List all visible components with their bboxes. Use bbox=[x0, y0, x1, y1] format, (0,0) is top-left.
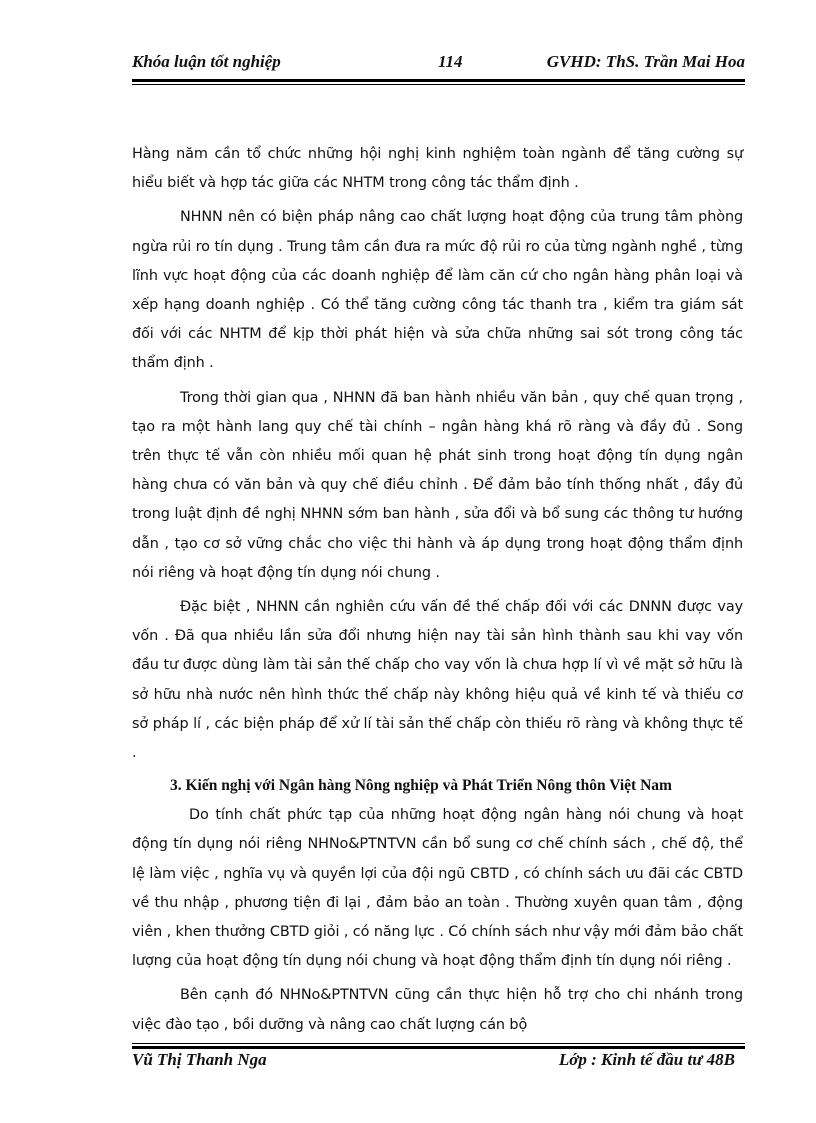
paragraph-agribank-policy: Do tính chất phức tạp của những hoạt động ngân hàng nói chung và hoạt động tín dụng nói riêng NHNo&PTNTVN cần bổ sung cơ chế chính sách , chế độ, thể lệ làm việc , nghĩa vụ và quyền lợi của đội ngũ CBTD , có chính sách ưu đãi các CBTD về thu nhập , phương tiện đi lại , đảm bảo an toàn . Thường xuyên quan tâm , động viên , khen thưởng CBTD giỏi , có năng lực . Có chính sách như vậy mới đảm bảo chất lượng của hoạt động tín dụng nói chung và hoạt động thẩm định tín dụng nói riêng . bbox=[132, 807, 743, 970]
header-rule-thick bbox=[132, 79, 745, 82]
document-body bbox=[132, 140, 743, 1045]
header-supervisor: GVHD: ThS. Trần Mai Hoa bbox=[546, 52, 745, 71]
paragraph-regulations: Trong thời gian qua , NHNN đã ban hành nhiều văn bản , quy chế quan trọng , tạo ra một hành lang quy chế tài chính – ngân hàng khá rõ ràng và đầy đủ . Song trên thực tế vẫn còn nhiều mối quan hệ phát sinh trong hoạt động tín dụng ngân hàng chưa có văn bản và quy chế điều chỉnh . Để đảm bảo tính thống nhất , đầy đủ trong luật định đề nghị NHNN sớm ban hành , sửa đổi và bổ sung các thông tư hướng dẫn , tạo cơ sở vững chắc cho việc thi hành và áp dụng trong hoạt động thẩm định nói riêng và hoạt động tín dụng nói chung . bbox=[132, 389, 743, 581]
paragraph-training: Bên cạnh đó NHNo&PTNTVN cũng cần thực hiện hỗ trợ cho chi nhánh trong việc đào tạo , bồi dưỡng và nâng cao chất lượng cán bộ bbox=[132, 987, 743, 1033]
header-rule-thin bbox=[132, 84, 745, 85]
paragraph-collateral: Đặc biệt , NHNN cần nghiên cứu vấn đề thế chấp đối với các DNNN được vay vốn . Đã qua nhiều lần sửa đổi nhưng hiện nay tài sản hình thành sau khi vay vốn đầu tư được dùng làm tài sản thế chấp cho vay vốn là chưa hợp lí vì về mặt sở hữu là sở hữu nhà nước nên hình thức thế chấp này không hiệu quả về kinh tế và thiếu cơ sở pháp lí , các biện pháp để xử lí tài sản thế chấp còn thiếu rõ ràng và không thực tế . bbox=[132, 599, 743, 762]
footer-rule-thin bbox=[132, 1043, 745, 1044]
paragraph-annual-conference: Hàng năm cần tổ chức những hội nghị kinh nghiệm toàn ngành để tăng cường sự hiểu biết và hợp tác giữa các NHTM trong công tác thẩm định . bbox=[132, 146, 743, 192]
footer-author: Vũ Thị Thanh Nga bbox=[132, 1050, 267, 1069]
page-footer bbox=[132, 1050, 745, 1076]
section-heading: 3. Kiến nghị với Ngân hàng Nông nghiệp và Phát Triển Nông thôn Việt Nam bbox=[170, 777, 672, 795]
page-header bbox=[132, 52, 745, 78]
footer-class: Lớp : Kinh tế đầu tư 48B bbox=[558, 1050, 735, 1069]
header-thesis-title: Khóa luận tốt nghiệp bbox=[132, 52, 281, 71]
paragraph-risk-center: NHNN nên có biện pháp nâng cao chất lượng hoạt động của trung tâm phòng ngừa rủi ro tín dụng . Trung tâm cần đưa ra mức độ rủi ro của từng ngành nghề , từng lĩnh vực hoạt động của các doanh nghiệp để làm căn cứ cho ngân hàng phân loại và xếp hạng doanh nghiệp . Có thể tăng cường công tác thanh tra , kiểm tra giám sát đối với các NHTM để kịp thời phát hiện và sửa chữa những sai sót trong công tác thẩm định . bbox=[132, 209, 743, 372]
footer-rule-thick bbox=[132, 1046, 745, 1049]
header-page-number: 114 bbox=[438, 52, 463, 71]
